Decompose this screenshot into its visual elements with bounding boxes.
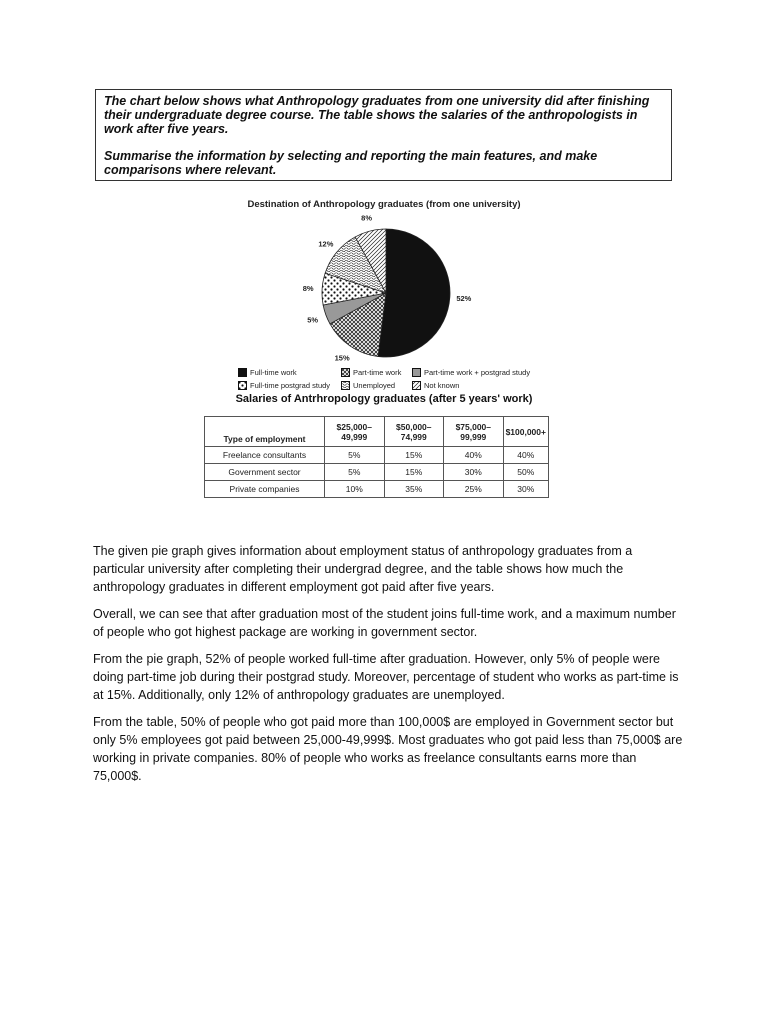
legend-item: Not known	[412, 381, 459, 390]
table-cell: Private companies	[205, 481, 325, 498]
essay-body	[93, 542, 683, 794]
table-cell: 40%	[444, 447, 504, 464]
essay-paragraph: From the table, 50% of people who got paid more than 100,000$ are employed in Government sector but only 5% employees got paid between 25,000-49,999$. Most graduates who got paid less than 75,000$ are working in private companies. 80% of people who works as freelance consultants earns more than 75,000$.	[93, 715, 683, 783]
legend-item: Full-time postgrad study	[238, 381, 330, 390]
legend-item: Unemployed	[341, 381, 395, 390]
table-cell: Government sector	[205, 464, 325, 481]
pie-slice	[378, 229, 450, 357]
pie-slice-label: 8%	[361, 213, 373, 223]
essay-paragraph: Overall, we can see that after graduation most of the student joins full-time work, and a maximum number of people who got highest package are working in government sector.	[93, 607, 676, 639]
table-cell: 25%	[444, 481, 504, 498]
table-row	[205, 464, 549, 481]
salary-table	[204, 416, 549, 498]
table-cell: 15%	[384, 447, 444, 464]
chart-legend	[238, 368, 558, 394]
pie-slice-label: 52%	[456, 293, 472, 303]
legend-swatch-full-time-postgrad	[238, 381, 247, 390]
table-cell: 5%	[325, 464, 385, 481]
pie-slice-label: 15%	[334, 353, 350, 363]
pie-slice-label: 12%	[318, 239, 334, 249]
legend-item: Full-time work	[238, 368, 297, 377]
table-cell: 50%	[503, 464, 548, 481]
table-row	[205, 447, 549, 464]
table-cell: 35%	[384, 481, 444, 498]
table-header-row	[205, 417, 549, 447]
task-paragraph: The chart below shows what Anthropology graduates from one university did after finishing their undergraduate degree course. The table shows the salaries of the anthropologists in work after five years.	[104, 94, 650, 136]
table-header-cell: $25,000– 49,999	[325, 417, 385, 447]
pie-slice-label: 5%	[307, 315, 319, 325]
table-cell: 5%	[325, 447, 385, 464]
pie-slice-label: 8%	[302, 284, 314, 294]
legend-swatch-part-time	[341, 368, 350, 377]
table-cell: 40%	[503, 447, 548, 464]
table-cell: 30%	[444, 464, 504, 481]
table-header-cell: Type of employment	[205, 417, 325, 447]
essay-paragraph: From the pie graph, 52% of people worked full-time after graduation. However, only 5% of people were doing part-time job during their postgrad study. Moreover, percentage of student who works as part-time is at 15%. Additionally, only 12% of anthropology graduates are unemployed.	[93, 652, 679, 702]
legend-swatch-unemployed	[341, 381, 350, 390]
table-cell: 30%	[503, 481, 548, 498]
table-header-cell: $100,000+	[503, 417, 548, 447]
task-paragraph: Summarise the information by selecting and reporting the main features, and make comparisons where relevant.	[104, 149, 598, 177]
legend-item: Part-time work	[341, 368, 401, 377]
table-cell: 10%	[325, 481, 385, 498]
table-row	[205, 481, 549, 498]
chart-title: Destination of Anthropology graduates (from one university)	[247, 199, 521, 210]
legend-swatch-full-time	[238, 368, 247, 377]
table-header-cell: $75,000– 99,999	[444, 417, 504, 447]
table-title: Salaries of Antrhropology graduates (after 5 years' work)	[235, 393, 533, 405]
table-cell: 15%	[384, 464, 444, 481]
legend-item: Part-time work + postgrad study	[412, 368, 530, 377]
table-cell: Freelance consultants	[205, 447, 325, 464]
essay-paragraph: The given pie graph gives information about employment status of anthropology graduates from a particular university after completing their undergrad degree, and the table shows how much the anthropology graduates in different employment got paid after five years.	[93, 544, 633, 594]
legend-swatch-not-known	[412, 381, 421, 390]
legend-swatch-part-time-postgrad	[412, 368, 421, 377]
table-header-cell: $50,000– 74,999	[384, 417, 444, 447]
